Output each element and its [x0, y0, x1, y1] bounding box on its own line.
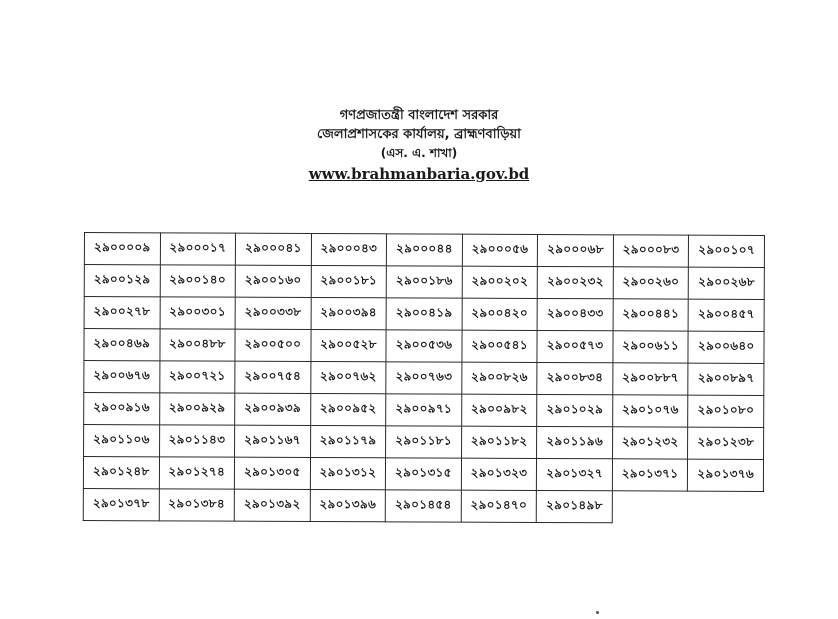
number-table [83, 232, 765, 524]
table-cell: ২৯০১২৩২ [612, 427, 688, 459]
table-cell: ২৯০০৮৮৭ [613, 363, 689, 395]
table-cell: ২৯০০৫২৮ [311, 329, 387, 361]
table-cell: ২৯০১১৮১ [386, 426, 462, 458]
table-cell: ২৯০১৪৫৪ [385, 490, 461, 522]
table-row [83, 488, 763, 523]
table-cell: ২৯০১১৬৭ [235, 425, 311, 457]
table-cell: ২৯০১৩৭৮ [83, 488, 159, 520]
table-cell: ২৯০০৯৩৯ [235, 393, 311, 425]
table-cell: ২৯০০৬৪০ [688, 331, 764, 363]
table-cell: ২৯০০৯৮২ [461, 394, 537, 426]
website-link[interactable]: www.brahmanbaria.gov.bd [308, 165, 530, 183]
table-cell: ২৯০১৩২৭ [537, 458, 613, 490]
table-cell: ২৯০০০৪৩ [311, 233, 387, 265]
table-cell: ২৯০১৩১২ [310, 457, 386, 489]
table-cell: ২৯০১১৯৬ [537, 426, 613, 458]
table-cell: ২৯০০১২৯ [84, 265, 160, 297]
table-cell: ২৯০০৯২৯ [159, 393, 235, 425]
document-header [0, 106, 838, 185]
table-row [84, 329, 764, 364]
table-cell: ২৯০০৪৫৭ [688, 299, 764, 331]
table-cell: ২৯০০৬১১ [613, 331, 689, 363]
table-cell: ২৯০১০৭৬ [612, 395, 688, 427]
table-cell: ২৯০০৪৮৮ [159, 329, 235, 361]
table-cell: ২৯০০২৩২ [537, 266, 613, 298]
table-cell: ২৯০০২৬০ [613, 267, 689, 299]
table-cell: ২৯০০৭৫৪ [235, 361, 311, 393]
table-row [84, 233, 764, 268]
table-cell: ২৯০১০৮০ [688, 395, 764, 427]
table-cell: ২৯০০৫৪১ [462, 330, 538, 362]
table-cell: ২৯০০৯৭১ [386, 394, 462, 426]
table-cell: ২৯০০০৪৪ [387, 234, 463, 266]
table-cell: ২৯০০৬৭৬ [84, 361, 160, 393]
table-cell: ২৯০১৩৮৪ [159, 489, 235, 521]
table-cell: ২৯০০০৫৬ [462, 234, 538, 266]
table-cell: ২৯০০৩০১ [160, 297, 236, 329]
table-cell: ২৯০০১০৭ [689, 235, 765, 267]
table-cell: ২৯০০৯৫২ [310, 393, 386, 425]
table-cell: ২৯০০০৪১ [235, 233, 311, 265]
table-cell: ২৯০০৮৯৭ [688, 363, 764, 395]
table-cell [688, 491, 764, 523]
page-mark [596, 611, 599, 614]
table-cell: ২৯০০৩৯৪ [311, 297, 387, 329]
table-cell: ২৯০০৭২১ [159, 361, 235, 393]
table-cell: ২৯০০৫৩৬ [386, 330, 462, 362]
table-cell: ২৯০১২৭৪ [159, 457, 235, 489]
table-cell: ২৯০০০০৯ [84, 233, 160, 265]
table-cell: ২৯০১১৮২ [461, 426, 537, 458]
table-cell: ২৯০০০৬৮ [538, 234, 614, 266]
number-table-body [83, 233, 764, 524]
table-cell: ২৯০০৯১৬ [84, 393, 160, 425]
table-cell: ২৯০০৪৪১ [613, 299, 689, 331]
table-cell: ২৯০০৫০০ [235, 329, 311, 361]
table-cell: ২৯০০১৮৬ [386, 266, 462, 298]
table-cell: ২৯০১০২৯ [537, 394, 613, 426]
table-cell: ২৯০১৩১৫ [386, 458, 462, 490]
table-cell: ২৯০১১৭৯ [310, 425, 386, 457]
table-row [84, 393, 764, 428]
table-cell: ২৯০০১৮১ [311, 265, 387, 297]
table-row [84, 425, 764, 460]
table-cell: ২৯০০০১৭ [160, 233, 236, 265]
table-cell: ২৯০১৩০৫ [234, 457, 310, 489]
table-cell: ২৯০০৪৩৩ [537, 298, 613, 330]
table-cell: ২৯০০২৬৮ [689, 267, 765, 299]
table-cell: ২৯০১৩৯৬ [310, 489, 386, 521]
table-cell: ২৯০১৩৭৬ [688, 459, 764, 491]
table-cell: ২৯০১৩৭১ [612, 459, 688, 491]
table-row [84, 265, 764, 300]
table-cell: ২৯০১২৩৮ [688, 427, 764, 459]
table-cell: ২৯০০১৬০ [235, 265, 311, 297]
table-row [84, 361, 764, 396]
table-row [84, 297, 764, 332]
table-cell: ২৯০১১০৬ [84, 425, 160, 457]
table-cell: ২৯০০৪২০ [462, 298, 538, 330]
table-row [83, 457, 763, 492]
table-cell: ২৯০০৪১৯ [386, 298, 462, 330]
table-cell: ২৯০০৫৭৩ [537, 330, 613, 362]
table-cell: ২৯০০২০২ [462, 266, 538, 298]
section-title: (এস. এ. শাখা) [380, 146, 458, 160]
table-cell: ২৯০০২৭৮ [84, 297, 160, 329]
table-cell: ২৯০১৩২৩ [461, 458, 537, 490]
table-cell: ২৯০১৪৭০ [461, 490, 537, 522]
table-cell: ২৯০০৭৬২ [310, 361, 386, 393]
table-cell: ২৯০০১৪০ [160, 265, 236, 297]
table-cell: ২৯০০৩৩৮ [235, 297, 311, 329]
government-title: গণপ্রজাতন্ত্রী বাংলাদেশ সরকার [339, 108, 499, 123]
table-cell: ২৯০০০৮৩ [613, 235, 689, 267]
office-title: জেলাপ্রশাসকের কার্যালয়, ব্রাহ্মণবাড়িয়া [317, 127, 521, 142]
table-cell: ২৯০০৮৩৪ [537, 362, 613, 394]
table-cell: ২৯০১৩৯২ [234, 489, 310, 521]
table-cell: ২৯০০৮২৬ [462, 362, 538, 394]
table-cell: ২৯০১২৪৮ [83, 457, 159, 489]
table-cell: ২৯০১৪৯৮ [537, 490, 613, 522]
table-cell: ২৯০১১৪৩ [159, 425, 235, 457]
table-cell: ২৯০০৪৬৯ [84, 329, 160, 361]
table-cell: ২৯০০৭৬৩ [386, 362, 462, 394]
table-cell [612, 491, 688, 523]
